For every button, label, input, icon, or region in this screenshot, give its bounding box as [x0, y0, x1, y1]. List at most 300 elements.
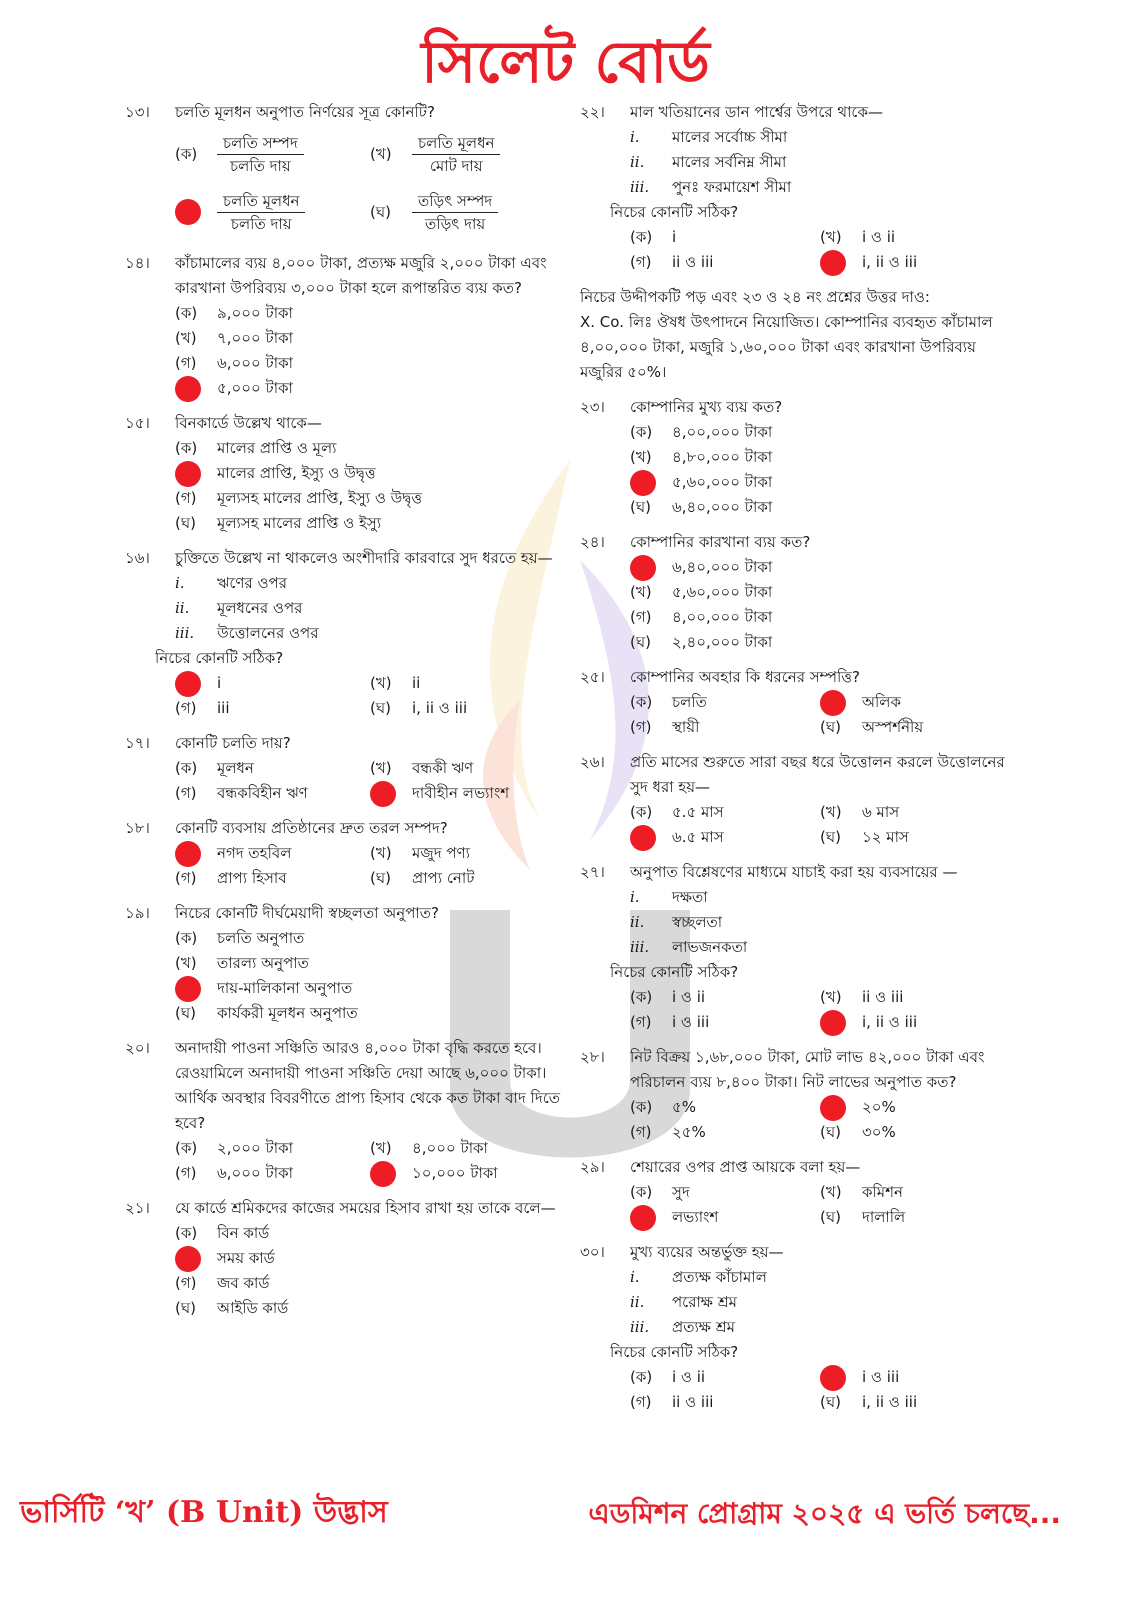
option-text: ii: [412, 674, 421, 692]
answer-option[interactable]: [630, 580, 1010, 605]
question-stem: [580, 1155, 1010, 1180]
which-correct-prompt: নিচের কোনটি সঠিক?: [155, 649, 284, 667]
option-label: (ক): [630, 693, 653, 711]
statement-text: মূলধনের ওপর: [217, 599, 303, 617]
option-grid: [125, 841, 565, 891]
option-text: i ও ii: [862, 228, 896, 246]
option-label: (ক): [175, 439, 198, 457]
question: [125, 1036, 565, 1186]
option-grid: [125, 671, 565, 721]
question-number: ১৭।: [125, 734, 150, 752]
correct-answer-marker: [175, 199, 201, 225]
statement-item: [175, 571, 565, 596]
question-stem: [125, 1036, 565, 1136]
correct-answer-marker: [175, 376, 201, 402]
answer-option[interactable]: [175, 1136, 370, 1161]
question-text: শেয়ারের ওপর প্রাপ্ত আয়কে বলা হয়—: [630, 1158, 861, 1176]
statement-item: [175, 621, 565, 646]
option-text: ৬,৪০,০০০ টাকা: [672, 498, 773, 516]
question-text: কোম্পানির অবহার কি ধরনের সম্পত্তি?: [630, 668, 860, 686]
right-column: [580, 100, 1010, 1425]
answer-option[interactable]: [175, 951, 565, 976]
option-label: (খ): [370, 1139, 392, 1157]
option-text: ৫,৬০,০০০ টাকা: [672, 583, 773, 601]
answer-option[interactable]: [630, 420, 1010, 445]
option-label: (ক): [175, 304, 198, 322]
question-text: কোম্পানির কারখানা ব্যয় কত?: [630, 533, 811, 551]
option-label: (ঘ): [175, 1299, 196, 1317]
option-label: (ক): [175, 759, 198, 777]
correct-answer-marker: [175, 671, 201, 697]
option-text: ১০,০০০ টাকা: [412, 1164, 498, 1182]
stimulus-text: X. Co. লিঃ ঔষধ উৎপাদনে নিয়োজিত। কোম্পানির ব্যবহৃত কাঁচামাল ৪,০০,০০০ টাকা, মজুরি ১,৬০,০০০ টাকা এবং কারখানা উপরিব্যয় মজুরির ৫০%।: [580, 313, 993, 381]
option-list: [580, 555, 1010, 655]
option-text: iii: [217, 699, 230, 717]
option-text: ৪,০০,০০০ টাকা: [672, 608, 773, 626]
answer-option[interactable]: [175, 351, 565, 376]
answer-option[interactable]: [370, 671, 565, 696]
statement-label: iii.: [630, 938, 650, 956]
option-label: (গ): [630, 1393, 652, 1411]
answer-option[interactable]: [370, 1161, 565, 1186]
option-label: (খ): [820, 803, 842, 821]
question-text: নিট বিক্রয় ১,৬৮,০০০ টাকা, মোট লাভ ৪২,০০০ টাকা এবং পরিচালন ব্যয় ৮,৪০০ টাকা। নিট লাভের অনুপাত কত?: [630, 1048, 985, 1091]
statement-list: [580, 125, 1010, 200]
ratio-fraction: [412, 190, 498, 235]
answer-option[interactable]: [820, 715, 1010, 740]
question-stem: [580, 1240, 1010, 1265]
option-label: (গ): [175, 354, 197, 372]
answer-option[interactable]: [630, 1365, 820, 1390]
footer-brand: ভার্সিটি ‘খ’ (B Unit) উদ্ভাস: [20, 1495, 388, 1530]
statement-item: [630, 935, 1010, 960]
answer-option[interactable]: [175, 461, 565, 486]
answer-option[interactable]: [630, 690, 820, 715]
answer-option[interactable]: [820, 825, 1010, 850]
option-text: অস্পর্শনীয়: [862, 718, 924, 736]
correct-answer-marker: [630, 555, 656, 581]
statement-text: উত্তোলনের ওপর: [217, 624, 319, 642]
option-text: সুদ: [672, 1183, 690, 1201]
question-number: ১৫।: [125, 414, 150, 432]
option-text: নগদ তহবিল: [217, 844, 292, 862]
answer-option[interactable]: [175, 436, 565, 461]
option-text: ৭,০০০ টাকা: [217, 329, 293, 347]
question-stem: [125, 546, 565, 571]
option-text: স্থায়ী: [672, 718, 700, 736]
fraction-denominator: চলতি দায়: [230, 156, 291, 175]
question-text: কোনটি ব্যবসায় প্রতিষ্ঠানের দ্রুত তরল সম্পদ?: [175, 819, 448, 837]
option-label: (খ): [820, 988, 842, 1006]
question: [125, 901, 565, 1026]
fraction-denominator: মোট দায়: [429, 156, 483, 175]
option-label: (খ): [820, 228, 842, 246]
question-text: চলতি মূলধন অনুপাত নির্ণয়ের সূত্র কোনটি?: [175, 103, 435, 121]
answer-option[interactable]: [370, 841, 565, 866]
answer-option[interactable]: [370, 132, 565, 177]
correct-answer-marker: [630, 470, 656, 496]
answer-option[interactable]: [820, 250, 1010, 275]
option-text: ৬ মাস: [862, 803, 900, 821]
correct-answer-marker: [175, 1246, 201, 1272]
answer-option[interactable]: [175, 376, 565, 401]
question-number: ২৪।: [580, 533, 605, 551]
answer-option[interactable]: [630, 495, 1010, 520]
answer-option[interactable]: [630, 470, 1010, 495]
question-number: ২৬।: [580, 753, 605, 771]
option-list: [125, 436, 565, 536]
option-label: (ক): [630, 988, 653, 1006]
fraction-options-row: [125, 183, 565, 241]
answer-option[interactable]: [630, 1180, 820, 1205]
option-label: (ঘ): [820, 1123, 841, 1141]
option-label: (ঘ): [175, 1004, 196, 1022]
option-label: (ক): [175, 144, 198, 163]
option-text: ৬.৫ মাস: [672, 828, 724, 846]
statement-item: [175, 596, 565, 621]
option-label: (ঘ): [370, 869, 391, 887]
answer-option[interactable]: [175, 1246, 565, 1271]
option-text: ১২ মাস: [862, 828, 909, 846]
question-stem: [125, 100, 565, 125]
option-text: কমিশন: [862, 1183, 903, 1201]
option-label: (গ): [175, 784, 197, 802]
answer-option[interactable]: [630, 800, 820, 825]
answer-option[interactable]: [175, 1271, 565, 1296]
statement-label: i.: [175, 574, 185, 592]
option-text: ৬,০০০ টাকা: [217, 354, 293, 372]
question: [125, 100, 565, 241]
answer-option[interactable]: [820, 1390, 1010, 1415]
option-grid: [580, 800, 1010, 850]
option-text: বন্ধকী ঋণ: [412, 759, 474, 777]
question-stem: [580, 665, 1010, 690]
ratio-fraction: [217, 190, 305, 235]
fraction-numerator: তড়িৎ সম্পদ: [412, 190, 498, 213]
question-text: মুখ্য ব্যয়ের অন্তর্ভুক্ত হয়—: [630, 1243, 784, 1261]
answer-option[interactable]: [820, 1120, 1010, 1145]
correct-answer-marker: [820, 1365, 846, 1391]
option-text: তারল্য অনুপাত: [217, 954, 309, 972]
option-text: মজুদ পণ্য: [412, 844, 470, 862]
statement-text: দক্ষতা: [672, 888, 708, 906]
option-label: (গ): [175, 699, 197, 717]
option-label: (ঘ): [370, 699, 391, 717]
question-stem: [125, 411, 565, 436]
option-text: সময় কার্ড: [217, 1249, 275, 1267]
option-label: (ঘ): [820, 718, 841, 736]
option-grid: [580, 985, 1010, 1035]
statement-text: পরোক্ষ শ্রম: [672, 1293, 737, 1311]
answer-option[interactable]: [175, 696, 370, 721]
option-label: (ক): [630, 1368, 653, 1386]
answer-option[interactable]: [630, 1390, 820, 1415]
answer-option[interactable]: [630, 630, 1010, 655]
option-label: (খ): [370, 844, 392, 862]
question-number: ২৭।: [580, 863, 605, 881]
answer-option[interactable]: [175, 132, 370, 177]
option-text: চলতি অনুপাত: [217, 929, 305, 947]
statement-item: [630, 1315, 1010, 1340]
option-text: ৪,৮০,০০০ টাকা: [672, 448, 773, 466]
statement-label: ii.: [175, 599, 190, 617]
left-column: [125, 100, 565, 1331]
option-text: ii ও iii: [862, 988, 904, 1006]
option-text: দায়-মালিকানা অনুপাত: [217, 979, 353, 997]
option-text: চলতি: [672, 693, 707, 711]
fraction-denominator: চলতি দায়: [230, 214, 292, 233]
statement-label: iii.: [630, 178, 650, 196]
answer-option[interactable]: [175, 326, 565, 351]
question-stem: [580, 1045, 1010, 1095]
answer-option[interactable]: [630, 985, 820, 1010]
option-text: ৫.৫ মাস: [672, 803, 724, 821]
fraction-numerator: চলতি মূলধন: [412, 132, 500, 155]
answer-option[interactable]: [820, 1010, 1010, 1035]
statement-label: ii.: [630, 913, 645, 931]
question-text: মাল খতিয়ানের ডান পার্শ্বের উপরে থাকে—: [630, 103, 883, 121]
answer-option[interactable]: [175, 1221, 565, 1246]
question-text: কোনটি চলতি দায়?: [175, 734, 291, 752]
option-text: i ও ii: [672, 988, 706, 1006]
question-stem: [580, 860, 1010, 885]
answer-option[interactable]: [630, 1095, 820, 1120]
statement-label: i.: [630, 128, 640, 146]
option-text: আইডি কার্ড: [217, 1299, 289, 1317]
option-text: ৪,০০০ টাকা: [412, 1139, 488, 1157]
answer-option[interactable]: [175, 1001, 565, 1026]
answer-option[interactable]: [630, 1120, 820, 1145]
option-label: (ঘ): [630, 498, 651, 516]
which-correct-prompt: নিচের কোনটি সঠিক?: [610, 1343, 739, 1361]
answer-option[interactable]: [370, 696, 565, 721]
answer-option[interactable]: [630, 250, 820, 275]
option-grid: [580, 690, 1010, 740]
question: [125, 816, 565, 891]
answer-option[interactable]: [630, 1010, 820, 1035]
option-text: মূল্যসহ মালের প্রাপ্তি ও ইস্যু: [217, 514, 382, 532]
statement-text: লাভজনকতা: [672, 938, 748, 956]
question-stem: [580, 100, 1010, 125]
statement-label: i.: [630, 1268, 640, 1286]
option-label: (ঘ): [820, 828, 841, 846]
question: [580, 1045, 1010, 1145]
option-text: মূল্যসহ মালের প্রাপ্তি, ইস্যু ও উদ্বৃত্ত: [217, 489, 422, 507]
correct-answer-marker: [820, 1095, 846, 1121]
option-text: কার্যকরী মূলধন অনুপাত: [217, 1004, 358, 1022]
correct-answer-marker: [820, 250, 846, 276]
answer-option[interactable]: [820, 1365, 1010, 1390]
option-text: ii ও iii: [672, 253, 714, 271]
answer-option[interactable]: [630, 825, 820, 850]
option-text: ২০%: [862, 1098, 896, 1116]
correct-answer-marker: [175, 976, 201, 1002]
option-label: (ঘ): [370, 202, 391, 221]
question: [580, 750, 1010, 850]
question-text: নিচের কোনটি দীর্ঘমেয়াদী স্বচ্ছলতা অনুপাত?: [175, 904, 439, 922]
answer-option[interactable]: [175, 511, 565, 536]
answer-option[interactable]: [820, 1180, 1010, 1205]
option-label: (খ): [630, 448, 652, 466]
correct-answer-marker: [820, 690, 846, 716]
statement-label: iii.: [630, 1318, 650, 1336]
option-label: (ক): [630, 1183, 653, 1201]
option-text: জব কার্ড: [217, 1274, 270, 1292]
question: [580, 100, 1010, 275]
answer-option[interactable]: [630, 715, 820, 740]
option-grid: [580, 1365, 1010, 1415]
correct-answer-marker: [630, 1205, 656, 1231]
answer-option[interactable]: [630, 445, 1010, 470]
question-number: ১৪।: [125, 254, 150, 272]
statement-label: i.: [630, 888, 640, 906]
correct-answer-marker: [820, 1010, 846, 1036]
option-label: (গ): [630, 608, 652, 626]
correct-answer-marker: [175, 841, 201, 867]
statement-item: [630, 885, 1010, 910]
statement-label: ii.: [630, 1293, 645, 1311]
question-number: ১৬।: [125, 549, 150, 567]
option-text: ২৫%: [672, 1123, 706, 1141]
statement-label: ii.: [630, 153, 645, 171]
ratio-fraction: [412, 132, 500, 177]
answer-option[interactable]: [630, 225, 820, 250]
correct-answer-marker: [370, 1161, 396, 1187]
statement-item: [630, 1265, 1010, 1290]
option-text: i, ii ও iii: [862, 253, 918, 271]
option-grid: [125, 1136, 565, 1186]
option-text: বিন কার্ড: [217, 1224, 270, 1242]
answer-option[interactable]: [630, 555, 1010, 580]
option-text: i: [672, 228, 677, 246]
question-number: ২০।: [125, 1039, 150, 1057]
option-text: ৬,০০০ টাকা: [217, 1164, 293, 1182]
answer-option[interactable]: [820, 985, 1010, 1010]
answer-option[interactable]: [370, 1136, 565, 1161]
answer-option[interactable]: [820, 800, 1010, 825]
question-stem: [580, 530, 1010, 555]
option-text: ৫,৬০,০০০ টাকা: [672, 473, 773, 491]
option-text: i ও ii: [672, 1368, 706, 1386]
option-list: [125, 1221, 565, 1321]
question: [125, 731, 565, 806]
option-label: (খ): [370, 674, 392, 692]
stimulus-intro: নিচের উদ্দীপকটি পড় এবং ২৩ ও ২৪ নং প্রশ্নের উত্তর দাও:: [580, 288, 930, 306]
option-text: i ও iii: [862, 1368, 900, 1386]
option-label: (গ): [175, 1164, 197, 1182]
option-label: (ক): [630, 1098, 653, 1116]
answer-option[interactable]: [175, 756, 370, 781]
question: [125, 411, 565, 536]
option-text: ৬,৪০,০০০ টাকা: [672, 558, 773, 576]
answer-option[interactable]: [175, 190, 370, 235]
option-text: i, ii ও iii: [862, 1393, 918, 1411]
statement-text: স্বচ্ছলতা: [672, 913, 723, 931]
option-text: ২,০০০ টাকা: [217, 1139, 293, 1157]
answer-option[interactable]: [820, 1095, 1010, 1120]
question-number: ২৮।: [580, 1048, 605, 1066]
statement-item: [630, 1290, 1010, 1315]
question-text: কোম্পানির মুখ্য ব্যয় কত?: [630, 398, 783, 416]
question-text: প্রতি মাসের শুরুতে সারা বছর ধরে উত্তোলন করলে উত্তোলনের সুদ ধরা হয়—: [630, 753, 1005, 796]
question-text: যে কার্ডে শ্রমিকদের কাজের সময়ের হিসাব রাখা হয় তাকে বলে—: [175, 1199, 556, 1217]
which-correct-prompt: নিচের কোনটি সঠিক?: [610, 963, 739, 981]
question: [580, 860, 1010, 1035]
answer-option[interactable]: [370, 781, 565, 806]
fraction-options-row: [125, 125, 565, 183]
option-label: (গ): [630, 253, 652, 271]
question-stem: [125, 816, 565, 841]
answer-option[interactable]: [820, 225, 1010, 250]
statement-item: [630, 910, 1010, 935]
answer-option[interactable]: [175, 866, 370, 891]
answer-option[interactable]: [820, 690, 1010, 715]
question: [580, 665, 1010, 740]
ratio-fraction: [217, 132, 304, 177]
option-label: (ঘ): [175, 514, 196, 532]
statement-text: প্রত্যক্ষ শ্রম: [672, 1318, 735, 1336]
answer-option[interactable]: [630, 605, 1010, 630]
answer-option[interactable]: [175, 841, 370, 866]
question-number: ২১।: [125, 1199, 150, 1217]
question-number: ১৯।: [125, 904, 150, 922]
answer-option[interactable]: [175, 1161, 370, 1186]
option-label: (গ): [630, 1013, 652, 1031]
option-label: (ক): [175, 1224, 198, 1242]
fraction-denominator: তড়িৎ দায়: [425, 214, 486, 233]
option-list: [125, 301, 565, 401]
option-grid: [580, 225, 1010, 275]
answer-option[interactable]: [175, 486, 565, 511]
answer-option[interactable]: [175, 301, 565, 326]
fraction-numerator: চলতি মূলধন: [217, 190, 305, 213]
answer-option[interactable]: [175, 976, 565, 1001]
option-label: (খ): [370, 759, 392, 777]
question-stem: [580, 750, 1010, 800]
answer-option[interactable]: [370, 756, 565, 781]
question-stem: [125, 901, 565, 926]
footer-admission-banner: এডমিশন প্রোগ্রাম ২০২৫ এ ভর্তি চলছে...: [588, 1497, 1061, 1530]
question: [125, 251, 565, 401]
question-number: ২৯।: [580, 1158, 605, 1176]
option-text: ৩০%: [862, 1123, 896, 1141]
question: [580, 1155, 1010, 1230]
question-number: ২৫।: [580, 668, 605, 686]
option-label: (খ): [820, 1183, 842, 1201]
answer-option[interactable]: [630, 1205, 820, 1230]
option-label: (ঘ): [820, 1393, 841, 1411]
which-correct-prompt: নিচের কোনটি সঠিক?: [610, 203, 739, 221]
answer-option[interactable]: [370, 866, 565, 891]
answer-option[interactable]: [175, 671, 370, 696]
option-text: লভ্যাংশ: [672, 1208, 719, 1226]
option-text: ৪,০০,০০০ টাকা: [672, 423, 773, 441]
answer-option[interactable]: [175, 1296, 565, 1321]
question: [580, 395, 1010, 520]
stimulus-block: [580, 285, 1010, 385]
option-text: দাবীহীন লভ্যাংশ: [412, 784, 510, 802]
answer-option[interactable]: [370, 190, 565, 235]
page-title: সিলেট বোর্ড: [421, 28, 710, 96]
option-label: (ঘ): [630, 633, 651, 651]
option-label: (গ): [630, 718, 652, 736]
answer-option[interactable]: [175, 781, 370, 806]
answer-option[interactable]: [175, 926, 565, 951]
option-label: (ঘ): [820, 1208, 841, 1226]
statement-text: মালের সর্বোচ্চ সীমা: [672, 128, 788, 146]
answer-option[interactable]: [820, 1205, 1010, 1230]
option-text: ৫,০০০ টাকা: [217, 379, 293, 397]
